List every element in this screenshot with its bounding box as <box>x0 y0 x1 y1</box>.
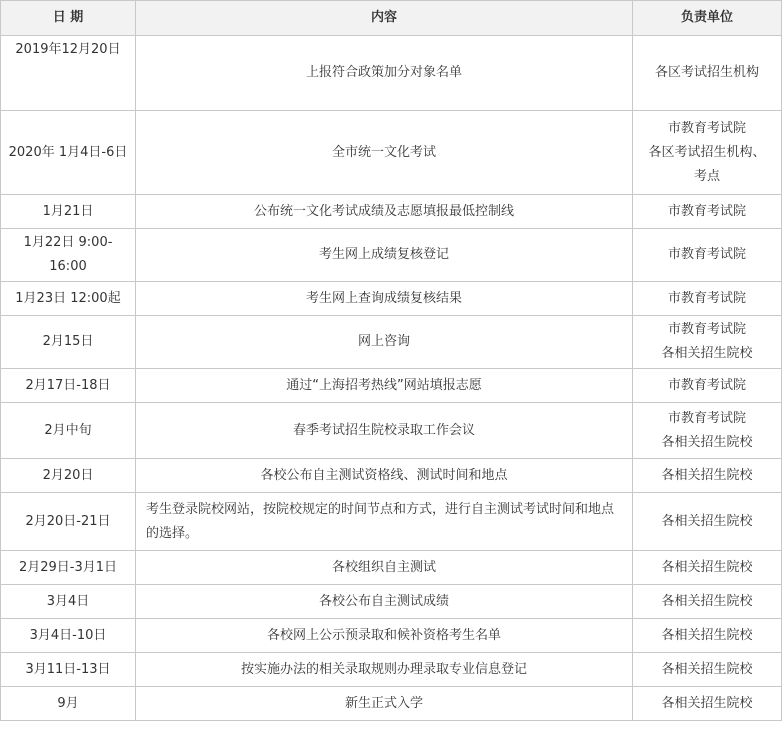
row-content: 上报符合政策加分对象名单 <box>136 36 633 111</box>
row-org <box>633 195 782 229</box>
org-line: 各相关招生院校 <box>661 434 753 450</box>
row-org <box>633 36 782 111</box>
row-org <box>633 687 782 721</box>
header-date: 日 期 <box>1 1 136 36</box>
row-content: 各校公布自主测试成绩 <box>136 585 633 619</box>
row-date: 3月4日 <box>1 585 136 619</box>
header-org: 负责单位 <box>633 1 782 36</box>
row-content: 网上咨询 <box>136 316 633 369</box>
row-date: 9月 <box>1 687 136 721</box>
row-content: 各校组织自主测试 <box>136 551 633 585</box>
table-row <box>1 36 782 111</box>
table-row <box>1 619 782 653</box>
row-date: 1月23日 12:00起 <box>1 282 136 316</box>
row-date: 2019年12月20日 <box>1 36 136 111</box>
table-row <box>1 282 782 316</box>
org-line: 各相关招生院校 <box>661 661 753 677</box>
org-line: 各相关招生院校 <box>661 559 753 575</box>
org-line: 各相关招生院校 <box>661 695 753 711</box>
table-row <box>1 403 782 459</box>
table-row <box>1 316 782 369</box>
row-org <box>633 282 782 316</box>
org-line: 市教育考试院 <box>667 410 746 426</box>
row-content: 通过“上海招考热线”网站填报志愿 <box>136 369 633 403</box>
header-content: 内容 <box>136 1 633 36</box>
row-date: 2月20日-21日 <box>1 493 136 551</box>
org-line: 市教育考试院 <box>667 322 746 337</box>
table-row <box>1 459 782 493</box>
row-date: 1月21日 <box>1 195 136 229</box>
table-row <box>1 111 782 195</box>
row-date: 2月17日-18日 <box>1 369 136 403</box>
row-org <box>633 229 782 282</box>
row-date: 1月22日 9:00-16:00 <box>1 229 136 282</box>
row-content: 春季考试招生院校录取工作会议 <box>136 403 633 459</box>
org-line: 各区考试招生机构、 <box>648 144 766 160</box>
row-content: 考生网上成绩复核登记 <box>136 229 633 282</box>
org-line: 市教育考试院 <box>667 247 746 262</box>
table-row <box>1 493 782 551</box>
row-content: 各校公布自主测试资格线、测试时间和地点 <box>136 459 633 493</box>
table-row <box>1 369 782 403</box>
row-org <box>633 403 782 459</box>
org-line: 各相关招生院校 <box>661 467 753 483</box>
row-date: 2月中旬 <box>1 403 136 459</box>
row-content: 公布统一文化考试成绩及志愿填报最低控制线 <box>136 195 633 229</box>
table-row <box>1 585 782 619</box>
table-body <box>1 36 782 721</box>
row-org <box>633 459 782 493</box>
row-date: 2月20日 <box>1 459 136 493</box>
row-org <box>633 493 782 551</box>
org-line: 各相关招生院校 <box>661 627 753 643</box>
row-date: 3月11日-13日 <box>1 653 136 687</box>
row-org <box>633 316 782 369</box>
row-content: 各校网上公示预录取和候补资格考生名单 <box>136 619 633 653</box>
row-org <box>633 551 782 585</box>
org-line: 各相关招生院校 <box>661 593 753 609</box>
row-content: 全市统一文化考试 <box>136 111 633 195</box>
header-row <box>1 1 782 36</box>
row-content: 新生正式入学 <box>136 687 633 721</box>
org-line: 各相关招生院校 <box>661 513 753 529</box>
row-date: 2月15日 <box>1 316 136 369</box>
table-row <box>1 687 782 721</box>
row-date: 3月4日-10日 <box>1 619 136 653</box>
org-line: 各区考试招生机构 <box>654 65 759 80</box>
row-org <box>633 585 782 619</box>
org-line: 考点 <box>693 168 720 184</box>
table-row <box>1 229 782 282</box>
row-org <box>633 619 782 653</box>
row-content: 按实施办法的相关录取规则办理录取专业信息登记 <box>136 653 633 687</box>
org-line: 市教育考试院 <box>667 203 746 219</box>
org-line: 各相关招生院校 <box>661 346 753 361</box>
org-line: 市教育考试院 <box>667 120 746 136</box>
org-line: 市教育考试院 <box>667 290 746 306</box>
row-content: 考生网上查询成绩复核结果 <box>136 282 633 316</box>
table-row <box>1 551 782 585</box>
row-org <box>633 653 782 687</box>
row-date: 2月29日-3月1日 <box>1 551 136 585</box>
row-org <box>633 369 782 403</box>
row-content: 考生登录院校网站，按院校规定的时间节点和方式，进行自主测试考试时间和地点的选择。 <box>136 493 633 551</box>
row-date: 2020年 1月4日-6日 <box>1 111 136 195</box>
table-row <box>1 195 782 229</box>
table-row <box>1 653 782 687</box>
org-line: 市教育考试院 <box>667 377 746 393</box>
row-org <box>633 111 782 195</box>
